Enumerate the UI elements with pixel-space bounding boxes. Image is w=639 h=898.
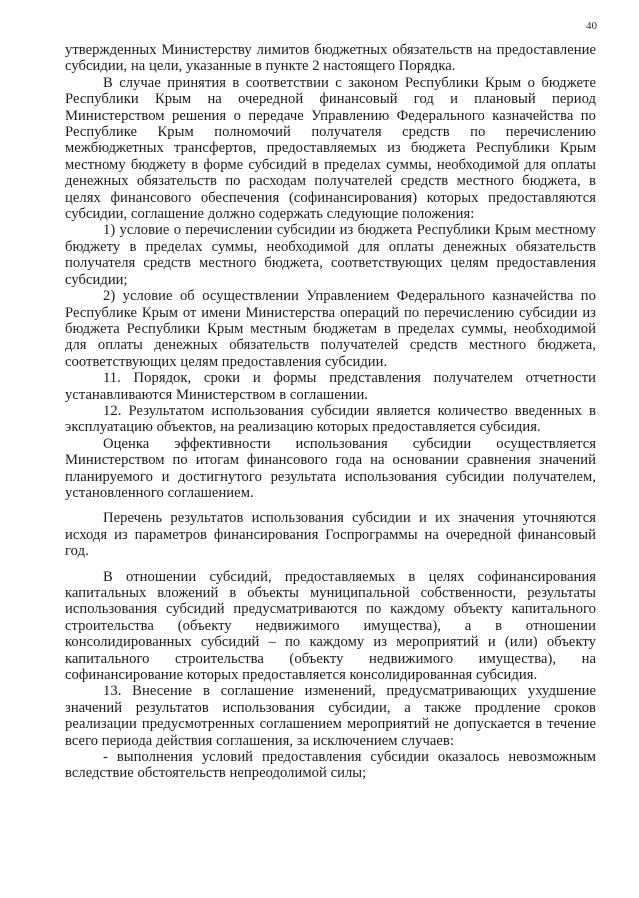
paragraph-item-11: 11. Порядок, сроки и формы представления получателем отчетности устанавливаются Министерством в соглашении. (65, 370, 596, 403)
paragraph-results-list: Перечень результатов использования субсидии и их значения уточняются исходя из параметров финансирования Госпрограммы на очередной финансовый год. (65, 510, 596, 560)
paragraph-capital-investments: В отношении субсидий, предоставляемых в целях софинансирования капитальных вложений в объекты муниципальной собственности, результаты использования субсидий предусматриваются по каждому объекту капитального строительства (объекту недвижимого имущества), а в отношении консолидированных субсидий – по каждому из мероприятий и (или) объекту капитального строительства (объекту недвижимого имущества), на софинансирование которых предоставляется консолидированная субсидия. (65, 568, 596, 684)
paragraph-item-12: 12. Результатом использования субсидии является количество введенных в эксплуатацию объектов, на реализацию которых предоставляется субсидия. (65, 402, 596, 436)
page-number: 40 (586, 20, 597, 32)
paragraph-item-13: 13. Внесение в соглашение изменений, предусматривающих ухудшение значений результатов использования субсидии, а также продление сроков реализации предусмотренных соглашением мероприятий не допускается в течение всего периода действия соглашения, за исключением случаев: (65, 683, 596, 749)
paragraph-condition-2: 2) условие об осуществлении Управлением Федерального казначейства по Республике Крым от имени Министерства операций по перечислению субсидии из бюджета Республики Крым местным бюджетам в пределах суммы, необходимой для оплаты денежных обязательств получателей средств местного бюджета, соответствующих целям предоставления субсидии. (65, 288, 596, 370)
paragraph-continuation: утвержденных Министерству лимитов бюджетных обязательств на предоставление субсидии, на цели, указанные в пункте 2 настоящего Порядка. (65, 42, 596, 75)
document-body (65, 42, 596, 782)
paragraph-condition-1: 1) условие о перечислении субсидии из бюджета Республики Крым местному бюджету в пределах суммы, необходимой для оплаты денежных обязательств получателя средств местного бюджета, соответствующих целям предоставления субсидии; (65, 222, 596, 288)
paragraph-force-majeure: - выполнения условий предоставления субсидии оказалось невозможным вследствие обстоятельств непреодолимой силы; (65, 749, 596, 782)
paragraph-efficiency-assessment: Оценка эффективности использования субсидии осуществляется Министерством по итогам финансового года на основании сравнения значений планируемого и достигнутого результата использования субсидии получателем, установленного соглашением. (65, 435, 596, 501)
paragraph-treasury-transfer: В случае принятия в соответствии с законом Республики Крым о бюджете Республики Крым на очередной финансовый год и плановый период Министерством решения о передаче Управлению Федерального казначейства по Республике Крым полномочий получателя средств по перечислению межбюджетных трансфертов, предоставляемых из бюджета Республики Крым местному бюджету в форме субсидий в пределах суммы, необходимой для оплаты денежных обязательств по расходам получателей средств местного бюджета, в целях финансового обеспечения (софинансирования) которых предоставляются субсидии, соглашение должно содержать следующие положения: (65, 74, 596, 223)
